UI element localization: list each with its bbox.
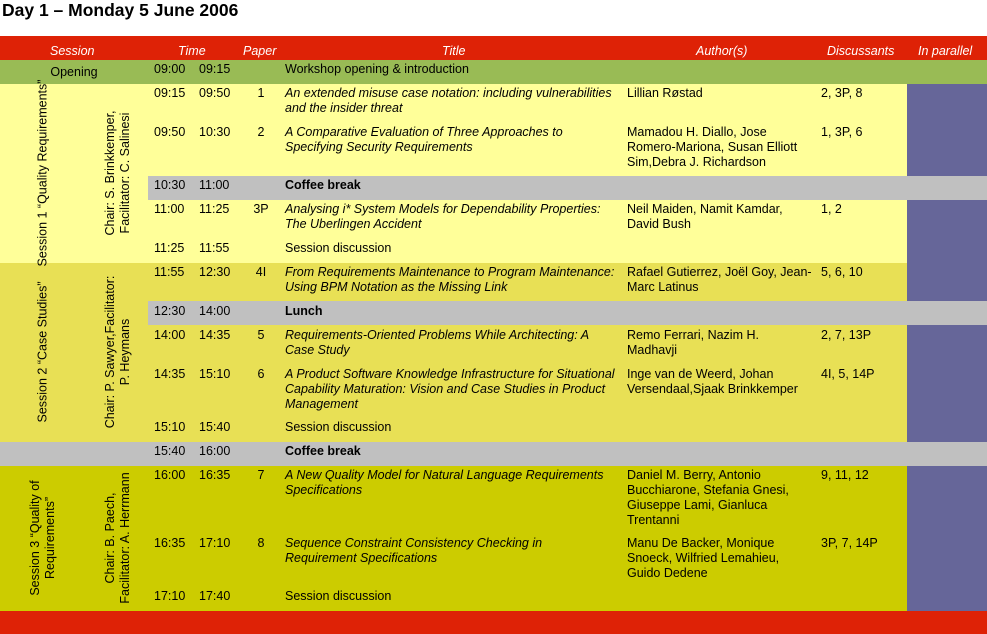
table-header xyxy=(0,36,987,60)
paper-authors: Daniel M. Berry, Antonio Bucchiarone, Stefania Gnesi, Giuseppe Lami, Gianluca Trentanni xyxy=(627,468,789,527)
break-bar xyxy=(148,301,987,325)
time-start: 11:25 xyxy=(154,241,185,255)
header-title: Title xyxy=(442,44,466,58)
opening-title: Workshop opening & introduction xyxy=(285,62,469,76)
page-title: Day 1 – Monday 5 June 2006 xyxy=(2,0,239,20)
parallel-block xyxy=(907,325,987,442)
session-1-chair: Chair: S. Brinkkemper, Facilitator: C. Salinesi xyxy=(103,110,132,236)
break-bar xyxy=(148,176,987,200)
time-start: 16:00 xyxy=(154,468,186,482)
discussants: 1, 3P, 6 xyxy=(821,125,863,139)
paper-authors: Lillian Røstad xyxy=(627,86,703,100)
paper-authors: Inge van de Weerd, Johan Versendaal,Sjaak Brinkkemper xyxy=(627,367,798,396)
parallel-block xyxy=(907,84,987,176)
header-session: Session xyxy=(50,44,95,58)
discussants: 1, 2 xyxy=(821,202,842,216)
paper-id: 1 xyxy=(257,86,265,100)
time-start: 17:10 xyxy=(154,589,186,603)
paper-authors: Mamadou H. Diallo, Jose Romero-Mariona, Susan Elliott Sim,Debra J. Richardson xyxy=(627,125,798,169)
time-end: 09:50 xyxy=(199,86,231,100)
discussants: 2, 3P, 8 xyxy=(821,86,863,100)
time-start: 14:35 xyxy=(154,367,186,381)
time-end: 15:10 xyxy=(199,367,231,381)
time-end: 10:30 xyxy=(199,125,231,139)
paper-id: 5 xyxy=(257,328,265,342)
time-start: 11:55 xyxy=(154,265,185,279)
header-parallel: In parallel xyxy=(918,44,973,58)
paper-authors: Manu De Backer, Monique Snoeck, Wilfried Lemahieu, Guido Dedene xyxy=(627,536,780,580)
header-paper: Paper xyxy=(243,44,277,58)
session-3-name: Session 3 “Quality of Requirements” xyxy=(28,480,57,596)
session-2-chair: Chair: P. Sawyer,Facilitator: P. Heymans xyxy=(103,275,132,429)
discussants: 5, 6, 10 xyxy=(821,265,863,279)
footer-bar xyxy=(0,611,987,634)
time-end: 16:00 xyxy=(199,444,231,458)
paper-title: A Comparative Evaluation of Three Approaches to Specifying Security Requirements xyxy=(285,125,563,154)
time-start: 09:15 xyxy=(154,86,186,100)
time-end: 15:40 xyxy=(199,420,231,434)
time-end: 14:35 xyxy=(199,328,231,342)
paper-authors: Rafael Gutierrez, Joël Goy, Jean-Marc Latinus xyxy=(627,265,812,294)
time-start: 12:30 xyxy=(154,304,186,318)
time-start: 16:35 xyxy=(154,536,186,550)
paper-authors: Neil Maiden, Namit Kamdar, David Bush xyxy=(627,202,783,231)
break-label: Coffee break xyxy=(285,444,361,458)
time-start: 09:00 xyxy=(154,62,186,76)
session-2-name: Session 2 “Case Studies” xyxy=(35,281,50,423)
paper-title: From Requirements Maintenance to Program Maintenance: Using BPM Notation as the Missing Link xyxy=(285,265,615,294)
paper-id: 8 xyxy=(257,536,265,550)
paper-id: 6 xyxy=(257,367,265,381)
paper-title: Requirements-Oriented Problems While Architecting: A Case Study xyxy=(285,328,589,357)
time-start: 11:00 xyxy=(154,202,185,216)
break-bar xyxy=(148,442,987,466)
time-end: 11:55 xyxy=(199,241,230,255)
time-start: 09:50 xyxy=(154,125,186,139)
time-start: 15:40 xyxy=(154,444,186,458)
time-end: 09:15 xyxy=(199,62,231,76)
discussants: 3P, 7, 14P xyxy=(821,536,878,550)
time-end: 16:35 xyxy=(199,468,231,482)
paper-title: A New Quality Model for Natural Language Requirements Specifications xyxy=(285,468,604,497)
paper-id: 4I xyxy=(255,265,267,279)
paper-authors: Remo Ferrari, Nazim H. Madhavji xyxy=(627,328,759,357)
paper-title: An extended misuse case notation: including vulnerabilities and the insider threat xyxy=(285,86,612,115)
time-start: 14:00 xyxy=(154,328,186,342)
session-discussion: Session discussion xyxy=(285,420,392,434)
break-label: Lunch xyxy=(285,304,323,318)
paper-title: Analysing i* System Models for Dependability Properties: The Uberlingen Accident xyxy=(285,202,601,231)
discussants: 2, 7, 13P xyxy=(821,328,872,342)
time-end: 14:00 xyxy=(199,304,231,318)
session-discussion: Session discussion xyxy=(285,589,392,603)
time-end: 17:40 xyxy=(199,589,231,603)
paper-id: 3P xyxy=(253,202,269,216)
opening-label: Opening xyxy=(50,65,98,79)
discussants: 9, 11, 12 xyxy=(821,468,869,482)
parallel-block xyxy=(907,200,987,301)
session-discussion: Session discussion xyxy=(285,241,392,255)
time-end: 11:25 xyxy=(199,202,230,216)
discussants: 4I, 5, 14P xyxy=(821,367,875,381)
session-1-name: Session 1 “Quality Requirements” xyxy=(35,79,50,267)
time-start: 15:10 xyxy=(154,420,186,434)
header-discussants: Discussants xyxy=(827,44,895,58)
paper-id: 2 xyxy=(257,125,265,139)
break-bar xyxy=(0,442,148,466)
time-end: 12:30 xyxy=(199,265,231,279)
paper-title: A Product Software Knowledge Infrastructure for Situational Capability Maturation: Vision and Case Studies in Product Management xyxy=(285,367,615,411)
opening-row xyxy=(0,60,987,84)
paper-id: 7 xyxy=(257,468,265,482)
time-end: 17:10 xyxy=(199,536,231,550)
session-3-chair: Chair: B. Paech, Facilitator: A. Herrmann xyxy=(103,472,132,604)
break-label: Coffee break xyxy=(285,178,361,192)
time-end: 11:00 xyxy=(199,178,230,192)
time-start: 10:30 xyxy=(154,178,186,192)
header-time: Time xyxy=(178,44,206,58)
parallel-block xyxy=(907,466,987,611)
header-authors: Author(s) xyxy=(696,44,748,58)
paper-title: Sequence Constraint Consistency Checking in Requirement Specifications xyxy=(285,536,543,565)
